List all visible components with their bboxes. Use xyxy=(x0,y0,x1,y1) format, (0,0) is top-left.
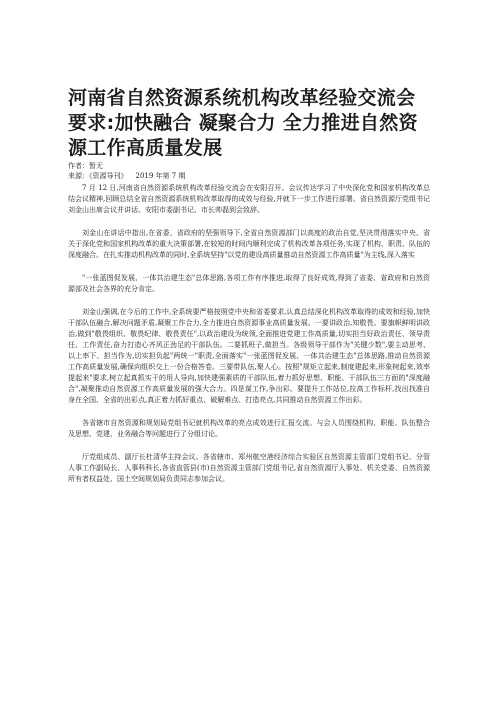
source-line xyxy=(68,172,428,181)
source-value: 《资源导刊》 xyxy=(89,172,128,180)
author-value: 暂无 xyxy=(89,162,103,170)
source-label: 来源： xyxy=(68,172,89,180)
author-label: 作者： xyxy=(68,162,89,170)
paragraph-4: 刘金山强调,在今后的工作中,全系统要严格按照党中央和省委要求,认真总结深化机构改革取得的成效和经验,加快干部队伍融合,解决问题矛盾,凝聚工作合力,全力推进自然资源事业高质量发展。一要讲政治,知敬畏。要旗帜鲜明讲政治,做到"敬畏组织、敬畏纪律、敬畏责任",以政治建设为统领,全面推进党建工作高质量,切实担当好政治责任、领导责任、工作责任,奋力打造心齐风正劲足的干部队伍。二要抓班子,做担当。各级领导干部作为"关键少数",要主动思考、以上率下、担当作为,切实担负起"两统一"职责,全面落实"一张蓝图促发展、一体共治建生态"总体思路,推动自然资源工作高质量发展,确保向组织交上一份合格答卷。三要带队伍,聚人心。按照"规矩立起来,制度建起来,形象树起来,效率提起来"要求,树立起真抓实干的用人导向,加快建强素质的干部队伍,着力抓好思想、职能、干部队伍三方面的"深度融合",凝聚推动自然资源工作高质量发展的强大合力。四是谋工作,争出彩。要提升工作站位,拉高工作标杆,找出找准自身在全国、全省的出彩点,真正着力抓好重点、破解难点、打造亮点,共同推动自然资源工作出彩。 xyxy=(68,308,430,404)
paragraph-2: 刘金山在讲话中指出,在省委、省政府的坚强领导下,全省自然资源部门以高度的政治自觉,坚决贯彻落实中央、省关于深化党和国家机构改革的重大决策部署,在较短的时间内顺利完成了机构改革各项任务,实现了机构、职责、队伍的深度融合。在扎实推动机构改革的同时,全系统坚持"以党的建设高质量推动自然资源工作高质量"为主线,深入落实 xyxy=(68,229,430,259)
issue-value: 2019 年第 7 期 xyxy=(135,172,186,180)
paragraph-6: 厅党组成员、副厅长杜清华主持会议。各省辖市、郑州航空港经济综合实验区自然资源主管部门党组书记、分管人事工作副局长、人事科科长,各省直管县(市)自然资源主管部门党组书记,省自然资源厅人事处、机关党委、自然资源所有者权益处、国土空间规划局负责同志参加会议。 xyxy=(68,453,430,483)
paragraph-5: 各省辖市自然资源和规划局党组书记就机构改革的亮点成效进行汇报交流。与会人员围绕机构、职能、队伍整合及思想、党建、业务融合等问题进行了分组讨论。 xyxy=(68,419,430,438)
paragraph-1: 7 月 12 日,河南省自然资源系统机构改革经验交流会在安阳召开。会议传达学习了中央深化党和国家机构改革总结会议精神,回顾总结全省自然资源系统机构改革取得的成效与经验,并就下一步工作进行部署。省自然资源厅党组书记刘金山出席会议并讲话。安阳市委副书记、市长帅磊到会致辞。 xyxy=(68,184,430,214)
author-line xyxy=(68,162,428,171)
paragraph-3: "一张蓝图促发展、一体共治建生态"总体思路,各项工作有序推进,取得了良好成效,得到了省委、省政府和自然资源部及社会各界的充分肯定。 xyxy=(68,274,430,293)
article-body xyxy=(68,183,430,497)
article-title: 河南省自然资源系统机构改革经验交流会要求:加快融合 凝聚合力 全力推进自然资源工作高质量发展 xyxy=(68,87,418,159)
